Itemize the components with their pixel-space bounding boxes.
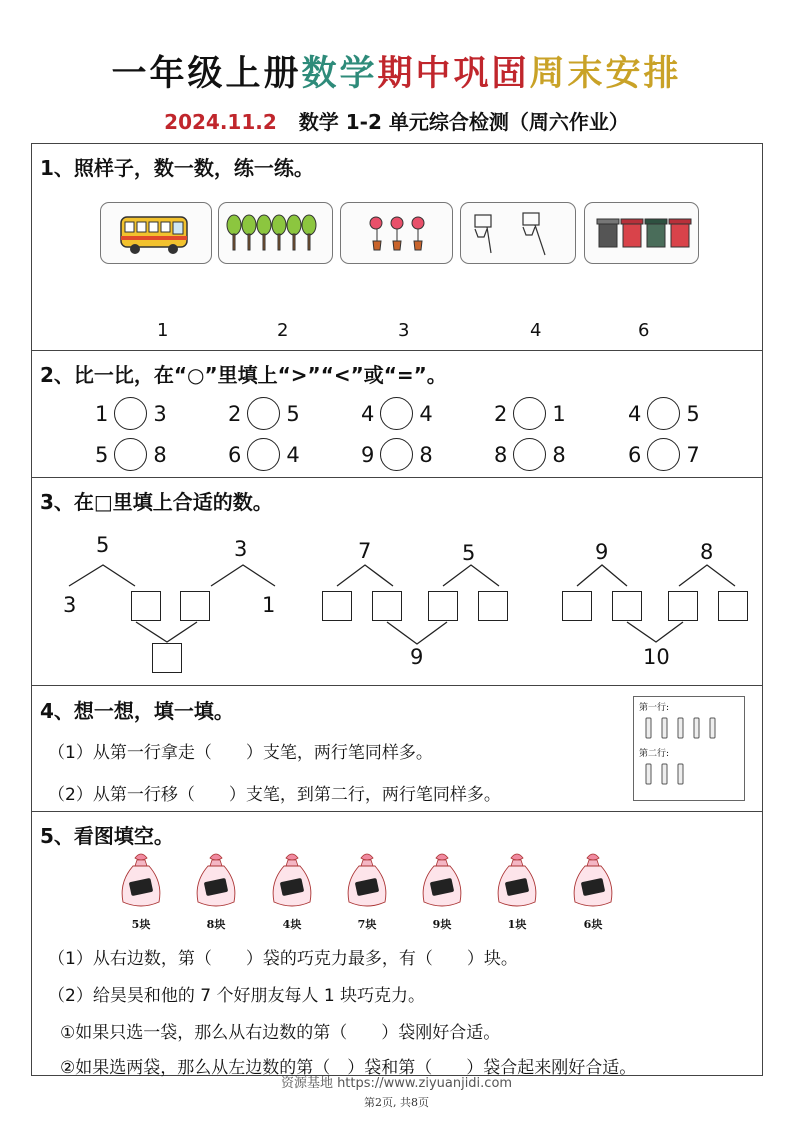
compare-item: 4 4: [361, 397, 433, 430]
pencil-icon: [642, 715, 732, 741]
answer-box[interactable]: [322, 591, 352, 621]
pencil-icon: [642, 761, 732, 787]
chocolate-bag: [341, 850, 393, 932]
answer-box[interactable]: [718, 591, 748, 621]
bond2-number-a: 7: [358, 539, 372, 563]
basketball-hoops-picture: [460, 202, 576, 264]
chocolate-bag: [416, 850, 468, 932]
candy-bag-icon: [190, 850, 242, 912]
candy-bag-icon: [115, 850, 167, 912]
title-part-math: 数学: [301, 54, 378, 94]
q4-question-2: （2）从第一行移（ ）支笔，到第二行，两行笔同样多。: [48, 785, 501, 805]
chocolate-bag: [266, 850, 318, 932]
flowers-picture: [340, 202, 453, 264]
page-title: [0, 46, 793, 96]
compare-item: 2 5: [228, 397, 300, 430]
pens-box: [633, 696, 745, 801]
title-part-weekend: 周末安排: [529, 54, 682, 94]
bond1-number-a: 5: [96, 533, 110, 557]
q5-question-4: ②如果选两袋，那么从左边数的第（ ）袋和第（ ）袋合起来刚好合适。: [60, 1058, 637, 1078]
answer-circle[interactable]: [247, 397, 280, 430]
bond2-number-b: 5: [462, 541, 476, 565]
bus-picture: [100, 202, 212, 264]
pens-row1-label: 第一行:: [639, 703, 670, 713]
flower-pots-icon: [341, 203, 452, 263]
pens-row2-label: 第二行:: [639, 749, 670, 759]
bond3-number-a: 9: [595, 540, 609, 564]
answer-box[interactable]: [372, 591, 402, 621]
subtitle-text: 数学 1-2 单元综合检测（周六作业）: [298, 110, 629, 134]
compare-item: 5 8: [95, 438, 167, 471]
candy-bag-icon: [416, 850, 468, 912]
q1-number-4: 4: [530, 320, 542, 341]
q5-question-2: （2）给昊昊和他的 7 个好朋友每人 1 块巧克力。: [48, 986, 426, 1006]
title-part-grade: 一年级上册: [111, 54, 302, 94]
answer-circle[interactable]: [114, 397, 147, 430]
bag-count-label: 7块: [357, 918, 377, 931]
answer-circle[interactable]: [380, 438, 413, 471]
bond1-left-part: 3: [63, 593, 77, 617]
footer-source: 资源基地 https://www.ziyuanjidi.com: [280, 1076, 513, 1091]
bond1-number-b: 3: [234, 537, 248, 561]
trash-bin-icon: [585, 203, 698, 263]
answer-box[interactable]: [612, 591, 642, 621]
compare-item: 4 5: [628, 397, 700, 430]
answer-box[interactable]: [152, 643, 182, 673]
q2-title: 2、比一比，在“○”里填上“>”“<”或“=”。: [40, 363, 447, 387]
chocolate-bag: [190, 850, 242, 932]
bag-count-label: 4块: [282, 918, 302, 931]
answer-circle[interactable]: [380, 397, 413, 430]
bag-count-label: 5块: [131, 918, 151, 931]
title-part-midterm: 期中巩固: [377, 54, 530, 94]
bond3-total: 10: [643, 645, 670, 669]
answer-box[interactable]: [428, 591, 458, 621]
answer-box[interactable]: [668, 591, 698, 621]
chocolate-bag: [115, 850, 167, 932]
compare-item: 9 8: [361, 438, 433, 471]
candy-bag-icon: [341, 850, 393, 912]
basketball-hoop-icon: [461, 203, 575, 263]
answer-box[interactable]: [180, 591, 210, 621]
compare-item: 6 7: [628, 438, 700, 471]
q1-number-3: 3: [398, 320, 410, 341]
bag-count-label: 6块: [583, 918, 603, 931]
trees-icon: [219, 203, 332, 263]
footer-page-number: 第2页, 共8页: [364, 1096, 429, 1109]
divider-q3-q4: [31, 685, 763, 686]
bond2-total: 9: [410, 645, 424, 669]
compare-item: 2 1: [494, 397, 566, 430]
q1-number-2: 2: [277, 320, 289, 341]
chocolate-bag: [567, 850, 619, 932]
q4-question-1: （1）从第一行拿走（ ）支笔，两行笔同样多。: [48, 743, 433, 763]
answer-box[interactable]: [478, 591, 508, 621]
q5-question-1: （1）从右边数，第（ ）袋的巧克力最多，有（ ）块。: [48, 949, 518, 969]
q1-number-1: 1: [157, 320, 169, 341]
compare-item: 1 3: [95, 397, 167, 430]
divider-q1-q2: [31, 350, 763, 351]
bond3-number-b: 8: [700, 540, 714, 564]
compare-item: 8 8: [494, 438, 566, 471]
bus-icon: [101, 203, 211, 263]
q5-question-3: ①如果只选一袋，那么从右边数的第（ ）袋刚好合适。: [60, 1023, 501, 1043]
q1-title: 1、照样子，数一数，练一练。: [40, 156, 314, 180]
q4-title: 4、想一想，填一填。: [40, 699, 234, 723]
answer-circle[interactable]: [114, 438, 147, 471]
q1-number-5: 6: [638, 320, 650, 341]
q3-title: 3、在□里填上合适的数。: [40, 490, 273, 514]
page-subtitle: [0, 106, 793, 135]
trees-picture: [218, 202, 333, 264]
answer-circle[interactable]: [247, 438, 280, 471]
candy-bag-icon: [567, 850, 619, 912]
answer-circle[interactable]: [513, 397, 546, 430]
bond1-right-part: 1: [262, 593, 276, 617]
answer-box[interactable]: [131, 591, 161, 621]
answer-circle[interactable]: [647, 397, 680, 430]
bag-count-label: 8块: [206, 918, 226, 931]
divider-q4-q5: [31, 811, 763, 812]
compare-item: 6 4: [228, 438, 300, 471]
answer-box[interactable]: [562, 591, 592, 621]
answer-circle[interactable]: [647, 438, 680, 471]
trash-bins-picture: [584, 202, 699, 264]
candy-bag-icon: [491, 850, 543, 912]
subtitle-date: 2024.11.2: [164, 110, 277, 134]
bag-count-label: 1块: [507, 918, 527, 931]
bag-count-label: 9块: [432, 918, 452, 931]
chocolate-bag: [491, 850, 543, 932]
candy-bag-icon: [266, 850, 318, 912]
q5-title: 5、看图填空。: [40, 824, 174, 848]
answer-circle[interactable]: [513, 438, 546, 471]
